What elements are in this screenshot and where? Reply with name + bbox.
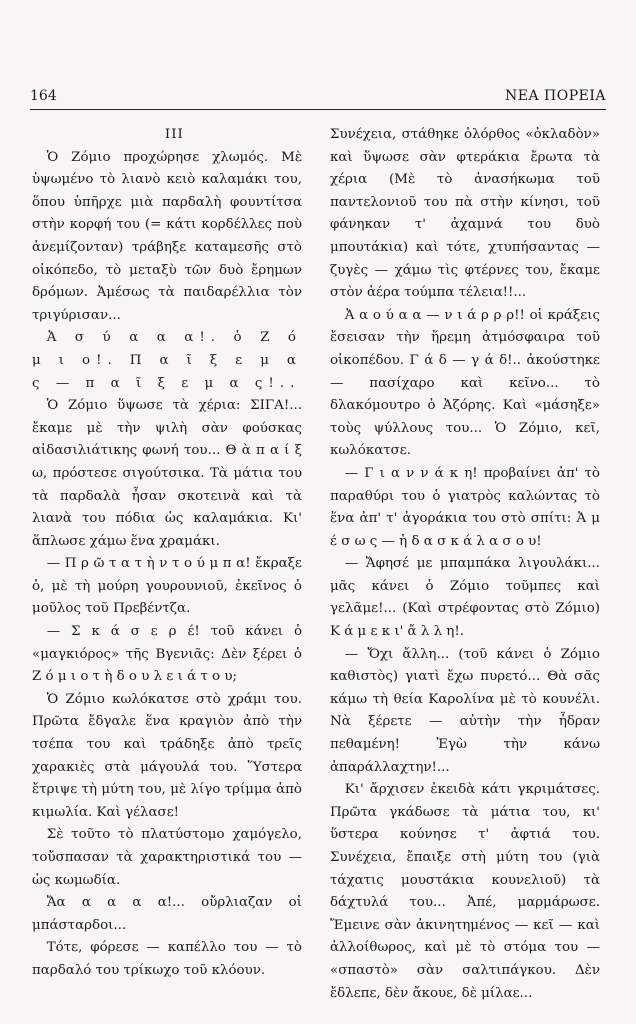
paragraph: Σὲ τοῦτο τὸ πλατύστομο χαμόγελο, τοὔσπασαν τὰ χαρακτηριστικά του — ὡς κωμωδία. [32, 827, 302, 888]
paragraph: Ὁ Ζόμιο ὕψωσε τὰ χέρια: ΣΙΓΑ!... ἔκαμε μὲ τὴν ψιλὴ σὰν φούσκας αἰδασιλιάτικης φωνή του... Θ ὰ π α ί ξ ω, πρόστεσε σιγούτσικα. Τὰ μάτια του τὰ παρδαλὰ ἦσαν σκοτεινὰ καὶ τὰ λιανὰ του πόδια ὡς καλαμάκια. Κι' ἅπλωσε χάμω ἕνα χραμάκι. [32, 398, 302, 549]
paragraph: Κι' ἄρχισεν ἐκειδὰ κάτι γκριμάτσες. Πρῶτα γκάδωσε τὰ μάτια του, κι' ὕστερα κούνησε τ' ἀφτιά του. Συνέχεια, ἔπαιξε στὴ μύτη του (γιὰ τάχατις μουστάκια κουνελιοῦ) τὰ δάχτυλά του... Ἀπέ, μαρμάρωσε. Ἔμεινε σὰν ἀκινητημένος — κεῖ — καὶ ἀλλοίθωρος, καὶ μὲ τὸ στόμα του — «σπαστὸ» σὰν σαλτιπάγκου. Δὲν ἔδλεπε, δὲν ἄκουε, δὲ μίλαε... [330, 782, 600, 1001]
page-header [30, 88, 606, 108]
dialogue-line: Ἄα α α α α!... οὔρλιαζαν οἱ μπάσταρδοι... [32, 895, 302, 933]
paragraph: Ὁ Ζόμιο κωλόκατσε στὸ χράμι του. Πρῶτα ἔδγαλε ἕνα κραγιὸν ἀπὸ τὴν τσέπα του καὶ τράδηξε ἀπὸ τρεῖς χαρακιὲς στὰ μάγουλά του. Ὕστερα ἔτριψε τὴ μύτη του, μὲ λίγο τρίμμα ἀπὸ κιμωλία. Καὶ γέλασε! [32, 691, 302, 820]
dialogue-line: — Ὄχι ἄλλη... (τοῦ κάνει ὁ Ζόμιο καθιστὸς) γιατὶ ἔχω πυρετό... Θὰ σᾶς κάμω τὴ θεία Καρολίνα μὲ τὸ κουνέλι. Νὰ ξέρετε — αὐτὴν τὴν ἦδραν πεθαμένη! Ἐγὼ τὴν κάνω ἀπαράλλαχτην!... [330, 646, 600, 775]
paragraph: Τότε, φόρεσε — καπέλλο του — τὸ παρδαλό του τρίκωχο τοῦ κλόουν. [32, 940, 302, 978]
page-number: 164 [30, 88, 57, 104]
paragraph: Ὁ Ζόμιο προχώρησε χλωμός. Μὲ ὑψωμένο τὸ λιανὸ κειὸ καλαμάκι του, ὅπου ὑπῆρχε μιὰ παρδαλὴ φουντίτσα στὴν κορφή του (= κάτι κορδέλλες ποὺ ἀνεμίζονταν) τράβηξε καταμεσῆς στὸ οἰκόπεδο, τὸ μεταξὺ τῶν δυὸ ἔρημων δρόμων. Ἀμέσως τὰ παιδαρέλλια τὸν τριγύρισαν... [32, 149, 302, 323]
dialogue-line: — Ἄφησέ με μπαμπάκα λιγουλάκι... μᾶς κάνει ὁ Ζόμιο τοῦμπες καὶ γελᾶμε!... (Καὶ στρέφοντας στὸ Ζόμιο) Κ ά μ ε κ ι' ἄ λ λ η!. [330, 556, 600, 640]
right-column [330, 124, 600, 1005]
dialogue-line: — Π ρ ῶ τ α τ ὴ ν τ ο ύ μ π α! ἔκραξε ὁ, μὲ τὴ μούρη γουρουνιοῦ, ἐκεῖνος ὁ μοῦλος τοῦ Πρεβέντζα. [32, 556, 302, 617]
dialogue-line: — Σ κ ά σ ε ρ έ! τοῦ κάνει ὁ «μαγκιόρος» τῆς Βγενιᾶς: Δὲν ξέρει ὁ Ζ ό μ ι ο τ ὴ δ ο υ λ ε ι ά τ ο υ; [32, 624, 302, 685]
paragraph: Συνέχεια, στάθηκε ὀλόρθος «ὀκλαδὸν» καὶ ὕψωσε σὰν φτεράκια ἔρωτα τὰ χέρια (Μὲ τὸ ἀνασήκωμα τοῦ παντελονιοῦ του πὰ στὴν κίνησι, τοῦ φάνηκαν τ' ἀχαμνά του δυὸ μπουτάκια) καὶ τότε, χτυπήσαντας — ζυγὲς — χάμω τὶς φτέρνες του, ἔκαμε στὸν ἀέρα τούμπα τέλεια!!... [330, 127, 600, 301]
section-number: III [164, 127, 184, 142]
paragraph: Ἀ α ο ύ α α — ν ι ά ρ ρ ρ!! οἱ κράξεις ἔσεισαν τὴν ἥρεμη ἀτμόσφαιρα τοῦ οἰκοπέδου. Γ ά δ — γ ά δ!.. ἀκούστηκε — πασίχαρο καὶ κεῖνο... τὸ δλακόμουτρο ὁ Ἀζόρης. Καὶ «μάσηξε» τοὺς ψύλλους του... Ὁ Ζόμιο, κεῖ, κωλόκατσε. [330, 307, 600, 459]
dialogue-line: Ἀ σ ύ α α α!. ὁ Ζ ό μ ι ο!. Π α ῖ ξ ε μ α ς — π α ῖ ξ ε μ α ς!.. [32, 330, 302, 391]
dialogue-line: — Γ ι α ν ν ά κ η! προβαίνει ἀπ' τὸ παραθύρι του ὁ γιατρὸς καλώντας τὸ ἕνα ἀπ' τ' ἀγοράκια του στὸ σπίτι: Ἀ μ έ σ ω ς — ἡ δ α σ κ ά λ α σ ο υ! [330, 465, 600, 549]
running-title: ΝΕΑ ΠΟΡΕΙΑ [505, 88, 606, 104]
left-column [32, 124, 302, 983]
header-rule [30, 109, 606, 110]
